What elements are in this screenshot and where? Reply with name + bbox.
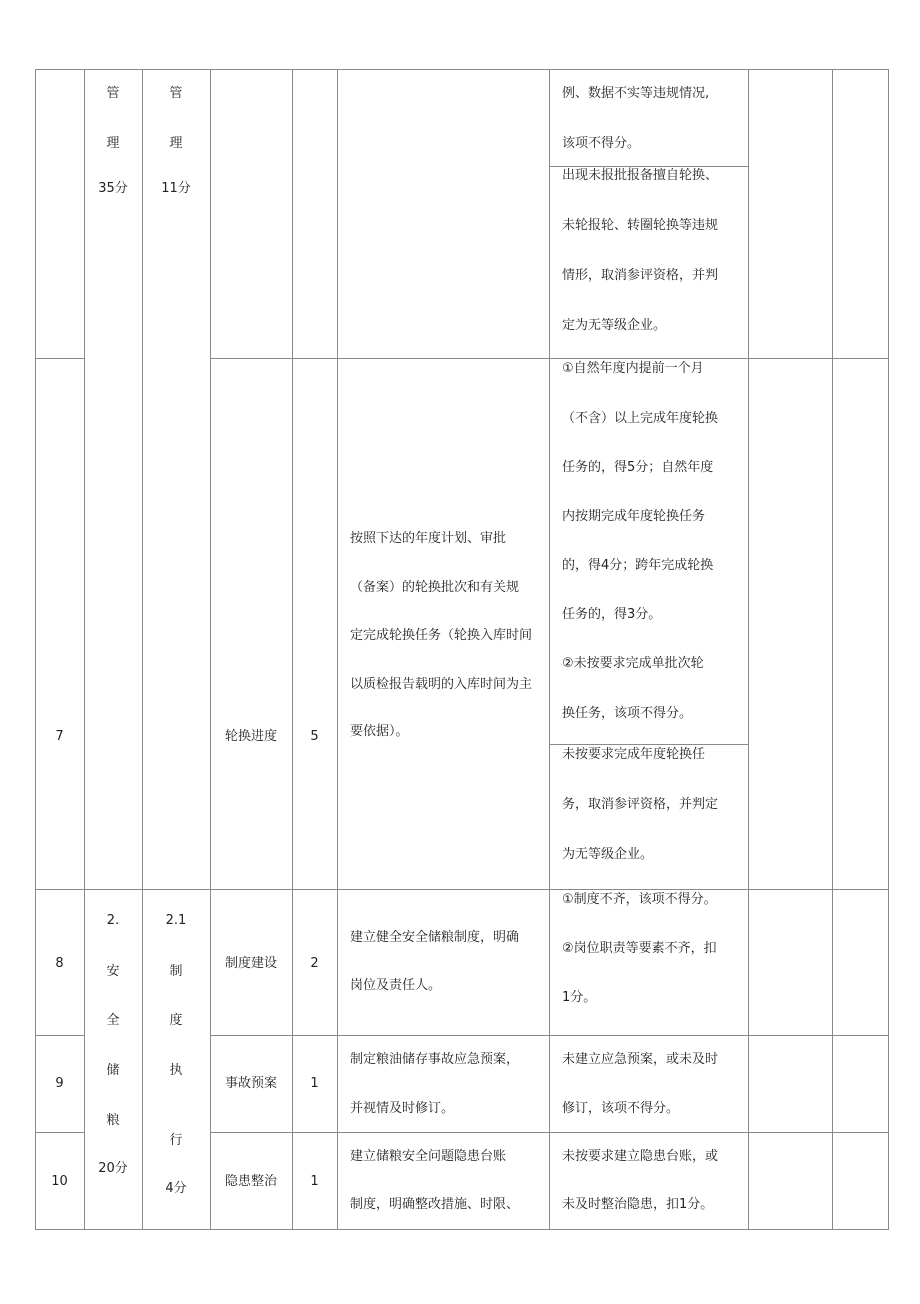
criteria-line: ②未按要求完成单批次轮 bbox=[562, 656, 704, 671]
requirement-line: 建立储粮安全问题隐患台账 bbox=[350, 1149, 507, 1164]
category-text: 理 bbox=[106, 136, 120, 151]
subcategory-text: 2.1 bbox=[165, 913, 187, 928]
criteria-line: ①自然年度内提前一个月 bbox=[562, 361, 704, 376]
subcategory-text: 行 bbox=[169, 1133, 183, 1148]
criteria-line: 未按要求完成年度轮换任 bbox=[562, 747, 706, 762]
subcategory-text: 执 bbox=[169, 1063, 183, 1078]
category-text: 管 bbox=[106, 86, 120, 101]
item-name: 事故预案 bbox=[224, 1076, 277, 1091]
criteria-line: 例、数据不实等违规情况, bbox=[562, 86, 710, 101]
criteria-line: 未及时整治隐患，扣1分。 bbox=[562, 1197, 714, 1212]
criteria-line: ①制度不齐，该项不得分。 bbox=[562, 892, 717, 907]
criteria-line: 未建立应急预案，或未及时 bbox=[562, 1052, 719, 1067]
row-number: 8 bbox=[55, 956, 64, 971]
criteria-line: 情形，取消参评资格，并判 bbox=[562, 268, 719, 283]
criteria-line: （不含）以上完成年度轮换 bbox=[562, 411, 719, 426]
criteria-line: 该项不得分。 bbox=[562, 136, 641, 151]
requirement-line: 岗位及责任人。 bbox=[350, 978, 442, 993]
item-name: 轮换进度 bbox=[224, 729, 277, 744]
row-number: 7 bbox=[55, 729, 64, 744]
requirement-line: 以质检报告载明的入库时间为主 bbox=[350, 677, 533, 692]
item-score: 2 bbox=[310, 956, 319, 971]
criteria-line: 的，得4分；跨年完成轮换 bbox=[562, 558, 714, 573]
requirement-line: 制定粮油储存事故应急预案， bbox=[350, 1052, 520, 1067]
category-text: 安 bbox=[106, 964, 120, 979]
item-name: 制度建设 bbox=[224, 956, 277, 971]
item-name: 隐患整治 bbox=[224, 1174, 277, 1189]
criteria-line: 定为无等级企业。 bbox=[562, 318, 667, 333]
subcategory-text: 制 bbox=[169, 964, 183, 979]
requirement-line: 并视情及时修订。 bbox=[350, 1101, 455, 1116]
category-text: 35分 bbox=[98, 181, 128, 196]
requirement-line: 定完成轮换任务（轮换入库时间 bbox=[350, 628, 533, 643]
requirement-line: 按照下达的年度计划、审批 bbox=[350, 531, 507, 546]
item-score: 1 bbox=[310, 1174, 319, 1189]
criteria-line: 务，取消参评资格，并判定 bbox=[562, 797, 719, 812]
subcategory-text: 理 bbox=[169, 136, 183, 151]
requirement-line: （备案）的轮换批次和有关规 bbox=[350, 580, 520, 595]
subcategory-text: 4分 bbox=[165, 1181, 187, 1196]
category-text: 全 bbox=[106, 1013, 120, 1028]
criteria-line: 修订，该项不得分。 bbox=[562, 1101, 680, 1116]
item-score: 1 bbox=[310, 1076, 319, 1091]
criteria-line: 换任务，该项不得分。 bbox=[562, 706, 693, 721]
category-text: 粮 bbox=[106, 1113, 120, 1128]
subcategory-text: 度 bbox=[169, 1013, 183, 1028]
criteria-line: 1分。 bbox=[562, 990, 597, 1005]
criteria-line: ②岗位职责等要素不齐，扣 bbox=[562, 941, 717, 956]
requirement-line: 要依据）。 bbox=[350, 724, 409, 739]
requirement-line: 建立健全安全储粮制度，明确 bbox=[350, 930, 520, 945]
criteria-line: 任务的，得3分。 bbox=[562, 607, 662, 622]
criteria-line: 未轮报轮、转圈轮换等违规 bbox=[562, 218, 719, 233]
requirement-line: 制度，明确整改措施、时限、 bbox=[350, 1197, 520, 1212]
criteria-line: 内按期完成年度轮换任务 bbox=[562, 509, 706, 524]
category-text: 储 bbox=[106, 1063, 120, 1078]
category-text: 2. bbox=[106, 913, 120, 928]
category-text: 20分 bbox=[98, 1161, 128, 1176]
subcategory-text: 管 bbox=[169, 86, 183, 101]
criteria-line: 未按要求建立隐患台账，或 bbox=[562, 1149, 719, 1164]
criteria-line: 为无等级企业。 bbox=[562, 847, 654, 862]
subcategory-text: 11分 bbox=[161, 181, 191, 196]
row-number: 10 bbox=[51, 1174, 68, 1189]
criteria-line: 出现未报批报备擅自轮换、 bbox=[562, 168, 719, 183]
row-number: 9 bbox=[55, 1076, 64, 1091]
item-score: 5 bbox=[310, 729, 319, 744]
criteria-line: 任务的，得5分；自然年度 bbox=[562, 460, 714, 475]
